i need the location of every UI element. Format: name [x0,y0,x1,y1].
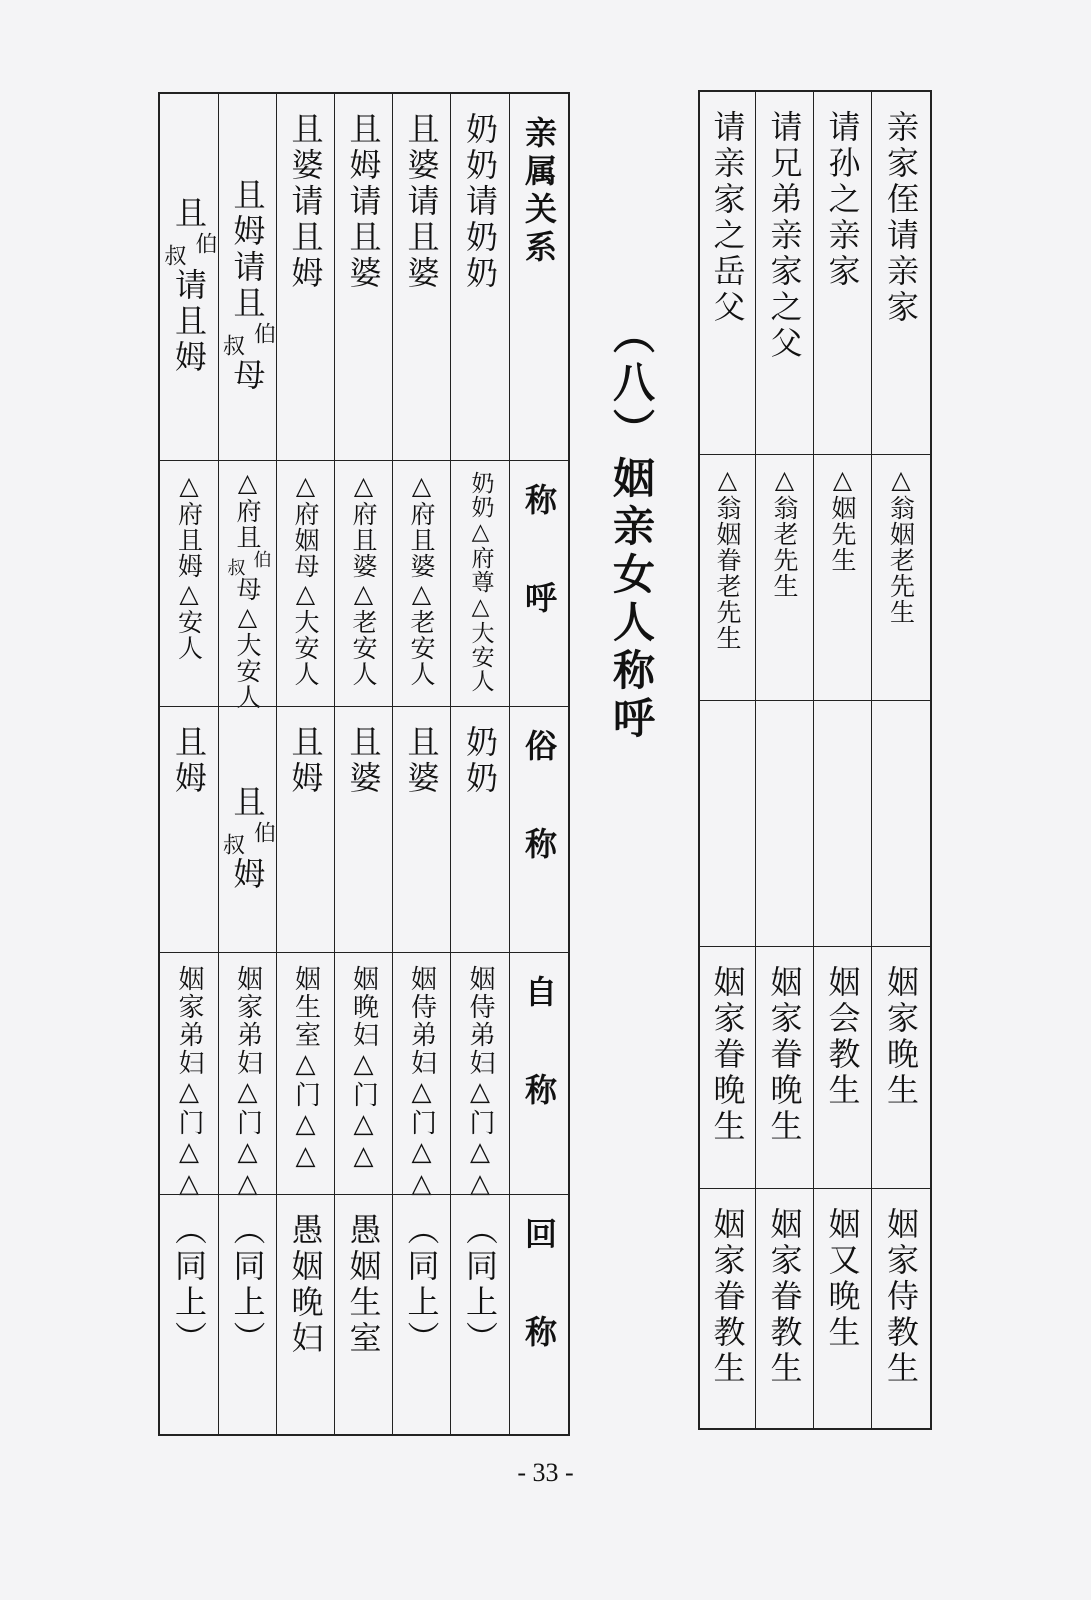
reply-cell: 姻又晚生 [823,1207,862,1351]
address-cell: △府且姆△安人 [174,471,204,661]
pair-char: 叔 [219,832,245,855]
relation-cell: 请孙之亲家 [823,110,862,290]
address-cell: △府姻母△大安人 [291,471,320,687]
reply-cell: 姻家侍教生 [882,1207,920,1387]
self-cell: 姻侍弟妇△门△△ [465,965,495,1201]
relation-pair [217,322,279,356]
left-row-6 [160,94,219,1434]
pair-char: 伯 [250,549,272,568]
address-cell: △翁姻眷老先生 [713,465,742,651]
relation-cell: 且婆请且婆 [402,112,441,292]
address-cell: △府且 [233,467,262,550]
address-cell: 奶奶△府尊△大安人 [467,471,494,693]
reply-cell: 姻家眷教生 [765,1207,804,1387]
relation-cell: 且姆请且婆 [344,112,383,292]
header-reply: 回 称 [520,1217,558,1361]
self-cell: 姻家眷晚生 [765,965,804,1145]
header-common: 俗 称 [520,729,558,873]
header-relation: 亲属关系 [520,116,558,268]
relation-cell-tail: 请且姆 [170,268,208,376]
left-row-2 [393,94,451,1434]
header-self: 自 称 [520,975,558,1119]
reply-cell: 愚姻生室 [344,1213,383,1357]
pair-char: 叔 [161,244,186,266]
address-cell: △翁老先生 [770,465,799,599]
left-row-1 [451,94,510,1434]
relation-cell: 且 [170,196,208,232]
address-cell: △府且婆△老安人 [407,471,436,687]
common-cell: 且婆 [344,725,383,797]
self-cell: 姻家弟妇△门△△ [232,965,263,1201]
relation-cell-tail: 母 [228,358,267,394]
left-row-3 [335,94,393,1434]
common-cell-tail: 姆 [228,856,267,893]
address-cell: △翁姻老先生 [886,465,916,625]
section-title: （八）姻亲女人称呼 [607,312,656,744]
reply-cell: （同上） [228,1213,267,1357]
left-table [158,92,570,1436]
self-cell: 姻家弟妇△门△△ [174,965,204,1201]
pair-char: 伯 [250,820,276,843]
self-cell: 姻晚妇△门△△ [348,965,379,1173]
reply-cell: 姻家眷教生 [708,1207,747,1387]
relation-pair [158,232,220,266]
self-cell: 姻生室△门△△ [290,965,321,1173]
right-row-1 [872,92,930,1428]
right-table [698,90,932,1430]
right-row-3 [756,92,814,1428]
self-cell: 姻会教生 [823,965,862,1109]
relation-cell: 奶奶请奶奶 [461,112,499,292]
right-row-2 [814,92,872,1428]
header-column [510,94,568,1434]
relation-cell: 且姆请且 [228,178,267,322]
reply-cell: （同上） [461,1213,499,1357]
common-cell: 且婆 [402,725,441,797]
pair-char: 叔 [224,557,246,576]
relation-cell: 请兄弟亲家之父 [765,110,804,362]
page-number: - 33 - [517,1458,574,1487]
relation-cell: 请亲家之岳父 [708,110,747,326]
header-address: 称 呼 [520,483,558,627]
relation-cell: 亲家侄请亲家 [882,110,920,326]
reply-cell: （同上） [170,1213,208,1357]
left-row-4 [277,94,335,1434]
common-cell: 且姆 [286,725,325,797]
right-row-4 [700,92,756,1428]
common-pair [217,821,279,855]
self-cell: 姻家晚生 [882,965,920,1109]
pair-char: 伯 [192,232,217,254]
address-cell: △姻先生 [828,465,857,573]
pair-char: 叔 [219,334,245,356]
common-cell: 且 [228,784,267,821]
common-cell: 且姆 [170,725,208,797]
common-cell: 奶奶 [461,725,499,797]
relation-cell: 且婆请且姆 [286,112,325,292]
self-cell: 姻家眷晚生 [708,965,747,1145]
address-pair [222,550,274,576]
reply-cell: （同上） [402,1213,441,1357]
address-cell: △府且婆△老安人 [349,471,378,687]
left-row-5 [219,94,277,1434]
reply-cell: 愚姻晚妇 [286,1213,325,1357]
pair-char: 伯 [250,322,276,344]
address-cell-tail: 母△大安人 [233,575,262,710]
self-cell: 姻侍弟妇△门△△ [406,965,437,1201]
